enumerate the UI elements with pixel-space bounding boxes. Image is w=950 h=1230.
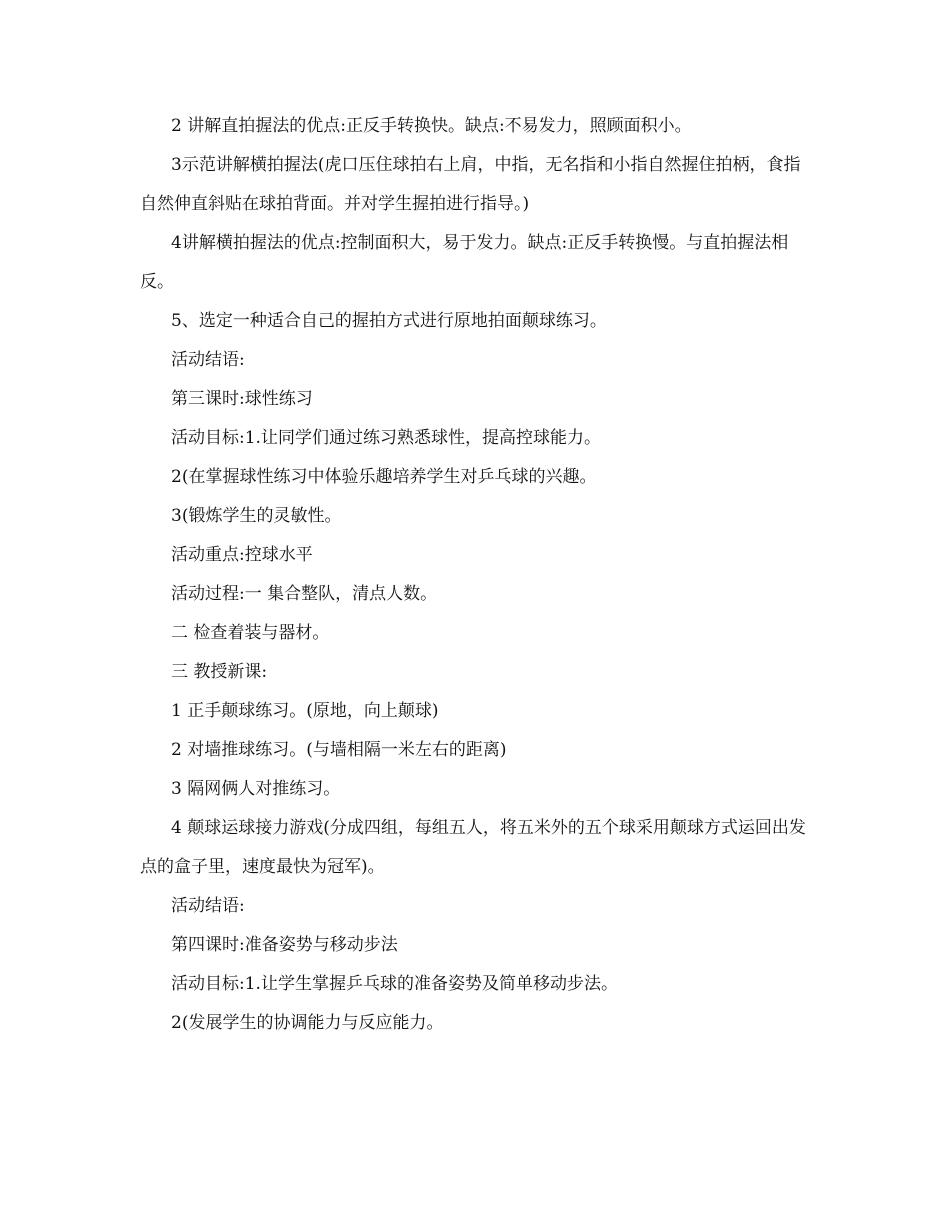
paragraph-15: 2 对墙推球练习。(与墙相隔一米左右的距离) — [171, 740, 507, 760]
paragraph-10: 活动重点:控球水平 — [171, 545, 313, 565]
paragraph-3: 4讲解横拍握法的优点:控制面积大，易于发力。缺点:正反手转换慢。与直拍握法相反。 — [140, 233, 789, 292]
paragraph-9: 3(锻炼学生的灵敏性。 — [171, 506, 342, 526]
paragraph-20: 活动目标:1.让学生掌握乒乓球的准备姿势及简单移动步法。 — [171, 974, 618, 994]
paragraph-8: 2(在掌握球性练习中体验乐趣培养学生对乒乓球的兴趣。 — [171, 467, 597, 487]
paragraph-12: 二 检查着装与器材。 — [171, 623, 330, 643]
paragraph-11: 活动过程:一 集合整队，清点人数。 — [171, 584, 438, 604]
document-body — [140, 107, 808, 1043]
paragraph-5: 活动结语: — [171, 350, 245, 370]
paragraph-19: 第四课时:准备姿势与移动步法 — [171, 935, 398, 955]
paragraph-21: 2(发展学生的协调能力与反应能力。 — [171, 1013, 444, 1033]
paragraph-6: 第三课时:球性练习 — [171, 389, 313, 409]
paragraph-7: 活动目标:1.让同学们通过练习熟悉球性，提高控球能力。 — [171, 428, 601, 448]
paragraph-13: 三 教授新课: — [171, 662, 268, 682]
paragraph-4: 5、选定一种适合自己的握拍方式进行原地拍面颠球练习。 — [171, 311, 607, 331]
paragraph-17: 4 颠球运球接力游戏(分成四组，每组五人，将五米外的五个球采用颠球方式运回出发点的盒子里，速度最快为冠军)。 — [140, 818, 806, 877]
paragraph-2: 3示范讲解横拍握法(虎口压住球拍右上肩，中指，无名指和小指自然握住拍柄，食指自然伸直斜贴在球拍背面。并对学生握拍进行指导。) — [140, 155, 801, 214]
paragraph-14: 1 正手颠球练习。(原地，向上颠球) — [171, 701, 439, 721]
paragraph-1: 2 讲解直拍握法的优点:正反手转换快。缺点:不易发力，照顾面积小。 — [171, 116, 692, 136]
paragraph-18: 活动结语: — [171, 896, 245, 916]
paragraph-16: 3 隔网俩人对推练习。 — [171, 779, 341, 799]
